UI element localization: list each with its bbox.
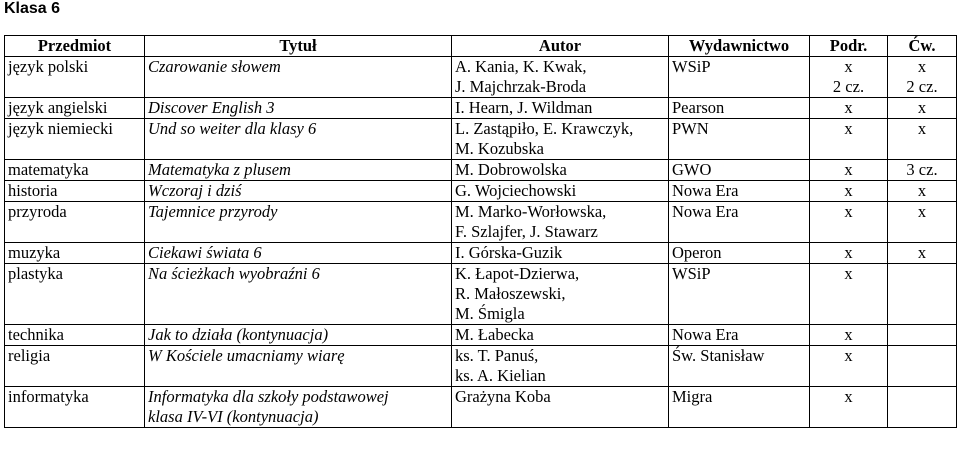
textbook-table xyxy=(4,35,957,428)
cell-textbook xyxy=(810,346,888,387)
cell-title xyxy=(145,119,452,160)
cell-title-line: Na ścieżkach wyobraźni 6 xyxy=(148,264,320,283)
cell-textbook-line: x xyxy=(844,98,853,117)
cell-textbook xyxy=(810,387,888,428)
cell-publisher: GWO xyxy=(669,160,810,181)
cell-publisher: Nowa Era xyxy=(669,181,810,202)
column-header-workbook: Ćw. xyxy=(888,36,957,57)
cell-title-line: Matematyka z plusem xyxy=(148,160,291,179)
cell-author-line: Grażyna Koba xyxy=(455,387,551,406)
cell-author xyxy=(452,202,669,243)
cell-workbook xyxy=(888,202,957,243)
cell-workbook xyxy=(888,160,957,181)
cell-subject: przyroda xyxy=(5,202,145,243)
cell-workbook xyxy=(888,346,957,387)
column-header-author: Autor xyxy=(452,36,669,57)
cell-workbook-line: x xyxy=(917,202,927,221)
cell-title-line: klasa IV-VI (kontynuacja) xyxy=(148,407,319,426)
cell-textbook xyxy=(810,202,888,243)
table-row xyxy=(5,243,957,264)
table-row xyxy=(5,160,957,181)
cell-author xyxy=(452,387,669,428)
cell-author xyxy=(452,119,669,160)
table-row xyxy=(5,181,957,202)
cell-subject: historia xyxy=(5,181,145,202)
cell-workbook xyxy=(888,98,957,119)
cell-textbook xyxy=(810,264,888,325)
cell-title xyxy=(145,181,452,202)
cell-publisher: Operon xyxy=(669,243,810,264)
page-title: Klasa 6 xyxy=(4,0,61,17)
cell-textbook-line: x xyxy=(844,119,853,138)
cell-textbook-line: x xyxy=(844,181,853,200)
cell-author-line: J. Majchrzak-Broda xyxy=(455,77,587,96)
cell-subject: muzyka xyxy=(5,243,145,264)
cell-workbook xyxy=(888,243,957,264)
cell-author xyxy=(452,181,669,202)
cell-author-line: I. Hearn, J. Wildman xyxy=(455,98,593,117)
cell-workbook xyxy=(888,264,957,325)
cell-title xyxy=(145,98,452,119)
cell-title-line: Ciekawi świata 6 xyxy=(148,243,262,262)
cell-workbook-line: x xyxy=(917,181,927,200)
cell-author-line: F. Szlajfer, J. Stawarz xyxy=(455,222,598,241)
cell-author-line: R. Małoszewski, xyxy=(455,284,566,303)
cell-title-line: Czarowanie słowem xyxy=(148,57,281,76)
table-row xyxy=(5,387,957,428)
cell-subject: matematyka xyxy=(5,160,145,181)
cell-author xyxy=(452,243,669,264)
cell-author-line: A. Kania, K. Kwak, xyxy=(455,57,587,76)
cell-publisher: PWN xyxy=(669,119,810,160)
cell-workbook-line: x xyxy=(917,98,927,117)
cell-workbook-line: 2 cz. xyxy=(906,77,938,96)
cell-subject: język polski xyxy=(5,57,145,98)
cell-title xyxy=(145,264,452,325)
cell-workbook xyxy=(888,57,957,98)
cell-textbook-line: x xyxy=(844,202,853,221)
cell-title-line: Wczoraj i dziś xyxy=(148,181,242,200)
cell-textbook xyxy=(810,181,888,202)
cell-author-line: M. Śmigla xyxy=(455,304,525,323)
cell-author xyxy=(452,57,669,98)
cell-workbook-line: 3 cz. xyxy=(906,160,938,179)
cell-publisher: Św. Stanisław xyxy=(669,346,810,387)
cell-textbook-line: x xyxy=(844,325,853,344)
cell-title-line: Und so weiter dla klasy 6 xyxy=(148,119,317,138)
table-row xyxy=(5,325,957,346)
cell-author-line: L. Zastąpiło, E. Krawczyk, xyxy=(455,119,634,138)
cell-title xyxy=(145,202,452,243)
table-header-row xyxy=(5,36,957,57)
column-header-publisher: Wydawnictwo xyxy=(669,36,810,57)
cell-author-line: M. Dobrowolska xyxy=(455,160,567,179)
table-row xyxy=(5,346,957,387)
cell-title-line: W Kościele umacniamy wiarę xyxy=(148,346,345,365)
cell-textbook-line: x xyxy=(844,160,853,179)
cell-subject: informatyka xyxy=(5,387,145,428)
table-row xyxy=(5,119,957,160)
cell-author-line: M. Kozubska xyxy=(455,139,544,158)
cell-textbook-line: x xyxy=(844,57,853,76)
cell-subject: plastyka xyxy=(5,264,145,325)
cell-author-line: M. Łabecka xyxy=(455,325,534,344)
cell-author-line: ks. A. Kielian xyxy=(455,366,546,385)
cell-textbook-line: x xyxy=(844,264,853,283)
cell-publisher: Nowa Era xyxy=(669,325,810,346)
cell-title-line: Informatyka dla szkoły podstawowej xyxy=(148,387,389,406)
cell-publisher: Nowa Era xyxy=(669,202,810,243)
cell-workbook-line: x xyxy=(917,57,927,76)
cell-textbook xyxy=(810,325,888,346)
cell-subject: technika xyxy=(5,325,145,346)
cell-author-line: K. Łapot-Dzierwa, xyxy=(455,264,580,283)
cell-author xyxy=(452,160,669,181)
cell-title xyxy=(145,346,452,387)
cell-author-line: M. Marko-Worłowska, xyxy=(455,202,607,221)
cell-author xyxy=(452,346,669,387)
cell-title xyxy=(145,387,452,428)
table-row xyxy=(5,57,957,98)
cell-author xyxy=(452,264,669,325)
cell-publisher: WSiP xyxy=(669,264,810,325)
cell-textbook xyxy=(810,98,888,119)
table-row xyxy=(5,202,957,243)
cell-workbook xyxy=(888,325,957,346)
cell-publisher: Pearson xyxy=(669,98,810,119)
cell-textbook xyxy=(810,57,888,98)
cell-author-line: G. Wojciechowski xyxy=(455,181,577,200)
cell-textbook-line: 2 cz. xyxy=(832,77,865,96)
cell-title xyxy=(145,243,452,264)
table-row xyxy=(5,264,957,325)
cell-textbook-line: x xyxy=(844,346,853,365)
table-row xyxy=(5,98,957,119)
column-header-subject: Przedmiot xyxy=(5,36,145,57)
cell-subject: język angielski xyxy=(5,98,145,119)
cell-textbook xyxy=(810,160,888,181)
cell-textbook-line: x xyxy=(844,387,853,406)
cell-author xyxy=(452,98,669,119)
cell-author xyxy=(452,325,669,346)
cell-title xyxy=(145,325,452,346)
cell-workbook xyxy=(888,181,957,202)
cell-textbook-line: x xyxy=(844,243,853,262)
cell-subject: język niemiecki xyxy=(5,119,145,160)
cell-title xyxy=(145,160,452,181)
column-header-textbook: Podr. xyxy=(810,36,888,57)
cell-workbook-line: x xyxy=(917,119,927,138)
cell-title-line: Tajemnice przyrody xyxy=(148,202,278,221)
cell-textbook xyxy=(810,243,888,264)
cell-title-line: Jak to działa (kontynuacja) xyxy=(148,325,329,344)
cell-workbook xyxy=(888,387,957,428)
cell-author-line: ks. T. Panuś, xyxy=(455,346,539,365)
column-header-title: Tytuł xyxy=(145,36,452,57)
cell-author-line: I. Górska-Guzik xyxy=(455,243,563,262)
cell-textbook xyxy=(810,119,888,160)
cell-title xyxy=(145,57,452,98)
cell-publisher: WSiP xyxy=(669,57,810,98)
cell-workbook-line: x xyxy=(917,243,927,262)
cell-subject: religia xyxy=(5,346,145,387)
cell-publisher: Migra xyxy=(669,387,810,428)
cell-title-line: Discover English 3 xyxy=(148,98,275,117)
cell-workbook xyxy=(888,119,957,160)
